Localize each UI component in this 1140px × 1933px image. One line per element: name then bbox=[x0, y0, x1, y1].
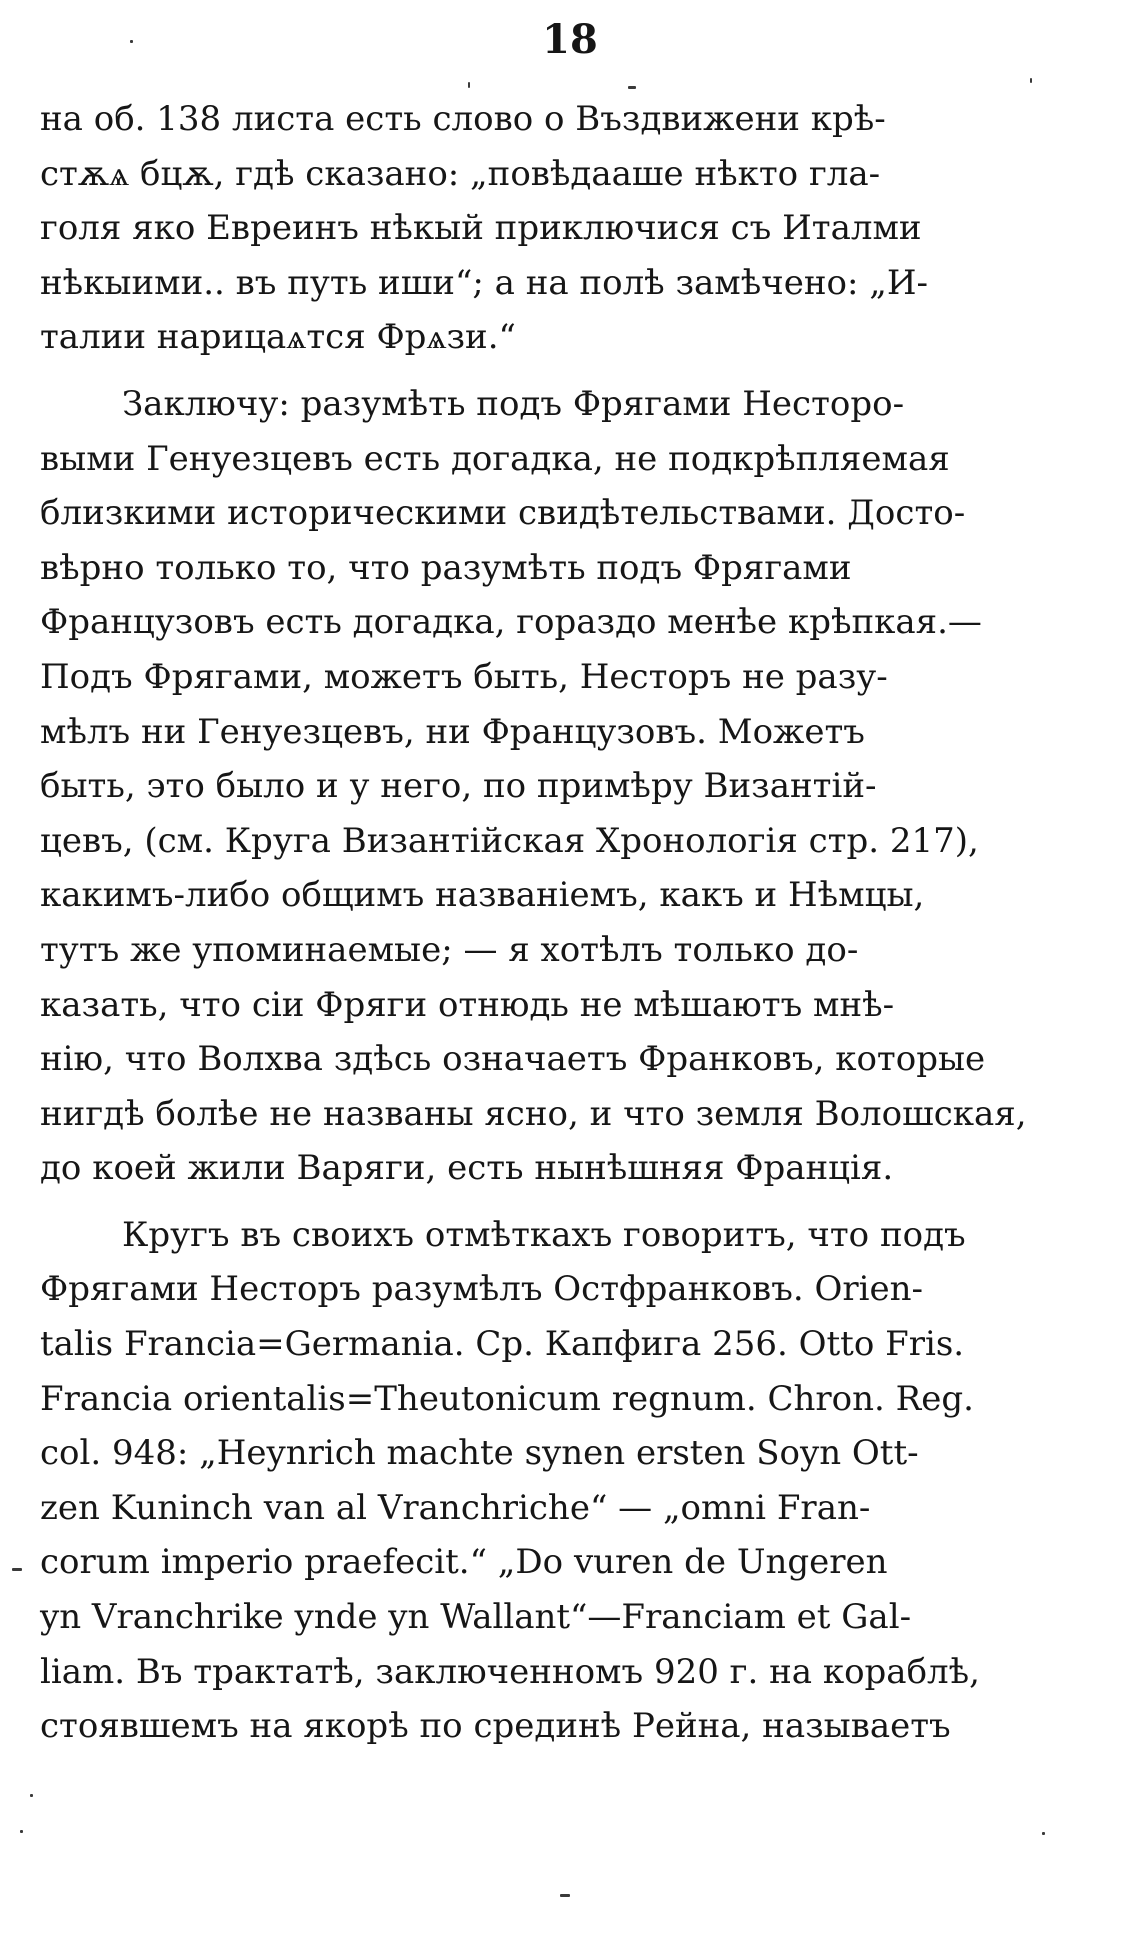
paragraph-gap bbox=[40, 365, 1070, 377]
scan-speck bbox=[20, 1830, 23, 1833]
text-line: corum imperio praefecit.“ „Do vuren de Ungeren bbox=[40, 1542, 888, 1583]
scan-speck bbox=[468, 82, 470, 88]
paragraph-gap bbox=[40, 1196, 1070, 1208]
text-line: Фрягами Несторъ разумѣлъ Остфранковъ. Orien- bbox=[40, 1269, 923, 1310]
text-line: Французовъ есть догадка, гораздо менѣе крѣпкая.— bbox=[40, 602, 982, 643]
text-line: тутъ же упоминаемые; — я хотѣлъ только до- bbox=[40, 929, 859, 970]
paragraph-2 bbox=[40, 377, 1070, 1196]
scan-speck bbox=[1030, 78, 1032, 83]
text-line: yn Vranchrike ynde yn Wallant“—Franciam et Gal- bbox=[40, 1597, 912, 1638]
text-line: мѣлъ ни Генуезцевъ, ни Французовъ. Можетъ bbox=[40, 711, 865, 752]
scan-speck bbox=[130, 40, 133, 43]
text-line: Подъ Фрягами, можетъ быть, Несторъ не разу- bbox=[40, 656, 888, 697]
text-line: liam. Въ трактатѣ, заключенномъ 920 г. на кораблѣ, bbox=[40, 1651, 980, 1692]
paragraph-3 bbox=[40, 1208, 1070, 1754]
text-line: талии нарицаѧтся Фрѧзи.“ bbox=[40, 317, 516, 358]
text-line: нiю, что Волхва здѣсь означаетъ Франковъ, которые bbox=[40, 1039, 986, 1080]
text-line: до коей жили Варяги, есть нынѣшняя Францiя. bbox=[40, 1148, 894, 1189]
text-line: близкими историческими свидѣтельствами. Достo- bbox=[40, 493, 966, 534]
text-line: нигдѣ болѣе не названы ясно, и что земля Волошская, bbox=[40, 1093, 1027, 1134]
text-line: казать, что сiи Фряги отнюдь не мѣшаютъ мнѣ- bbox=[40, 984, 895, 1025]
text-line: zen Kuninch van al Vranchriche“ — „omni Fran- bbox=[40, 1487, 871, 1528]
scan-speck bbox=[1042, 1832, 1045, 1835]
paragraph-1 bbox=[40, 92, 1070, 365]
text-line: какимъ-либо общимъ названiемъ, какъ и Нѣмцы, bbox=[40, 875, 925, 916]
text-body bbox=[40, 92, 1070, 1754]
text-line: стѫѧ бцѫ, гдѣ сказано: „повѣдааше нѣкто гла- bbox=[40, 153, 881, 194]
text-line: голя яко Евреинъ нѣкый приключися съ Италми bbox=[40, 208, 922, 249]
page-number: 18 bbox=[542, 16, 598, 63]
text-line: нѣкыими.. въ путь иши“; а на полѣ замѣчено: „И- bbox=[40, 262, 928, 303]
text-line: вѣрно только то, что разумѣть подъ Фрягами bbox=[40, 547, 852, 588]
text-line: быть, это было и у него, по примѣру Византiй- bbox=[40, 766, 877, 807]
scan-speck bbox=[30, 1794, 33, 1797]
text-line: Заключу: разумѣть подъ Фрягами Несторо- bbox=[122, 383, 905, 424]
text-line: talis Francia=Germania. Ср. Капфига 256. Otto Fris. bbox=[40, 1324, 965, 1365]
text-line: выми Генуезцевъ есть догадка, не подкрѣпляемая bbox=[40, 438, 950, 479]
text-line: Francia orientalis=Theutonicum regnum. Chron. Reg. bbox=[40, 1378, 974, 1419]
scan-speck bbox=[560, 1894, 570, 1897]
scan-speck bbox=[628, 86, 636, 89]
text-line: цевъ, (см. Круга Византiйская Хронологiя стр. 217), bbox=[40, 820, 979, 861]
text-line: стоявшемъ на якорѣ по срединѣ Рейна, называетъ bbox=[40, 1706, 951, 1747]
scan-speck bbox=[12, 1568, 22, 1571]
text-line: col. 948: „Heynrich machte synen ersten Soyn Ott- bbox=[40, 1433, 919, 1474]
text-line: на об. 138 листа есть слово о Въздвижени крѣ- bbox=[40, 99, 886, 139]
text-line: Кругъ въ своихъ отмѣткахъ говоритъ, что подъ bbox=[122, 1214, 966, 1255]
